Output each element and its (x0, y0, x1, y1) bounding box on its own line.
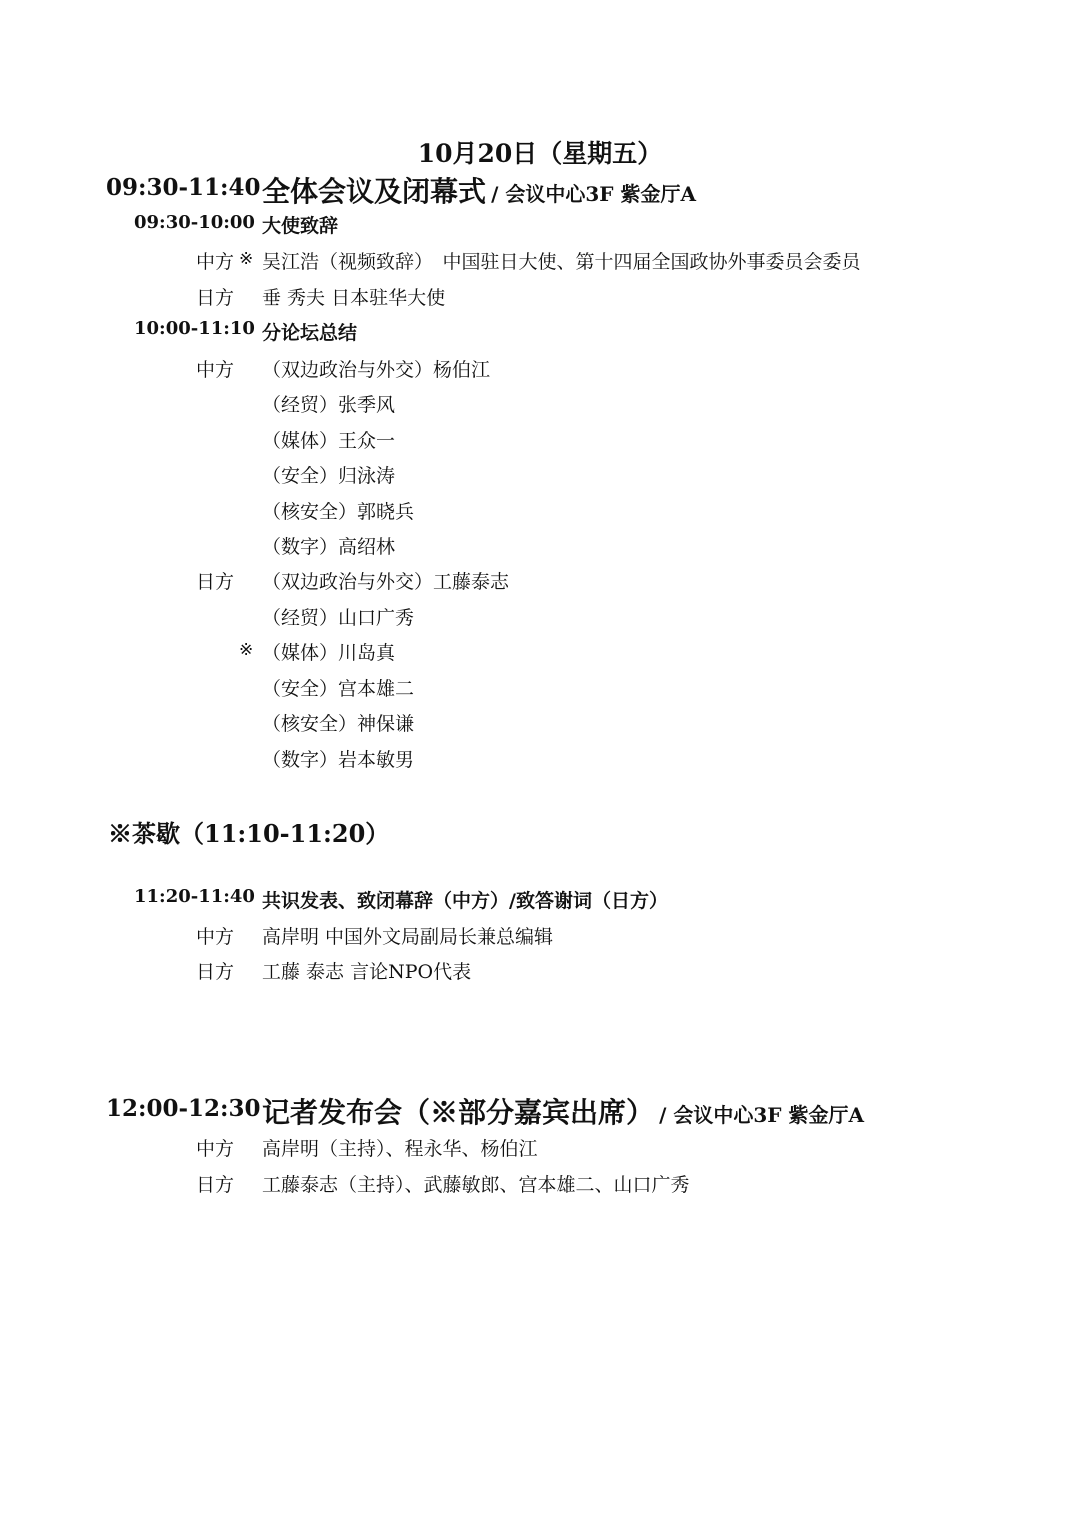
section1-title: 全体会议及闭幕式 (262, 175, 487, 208)
section1-heading (262, 170, 696, 210)
section2-venue: / 会议中心3F 紫金厅A (659, 1103, 864, 1127)
press-jp-label: 日方 (196, 1174, 235, 1196)
section2-heading (262, 1091, 864, 1131)
summary-cn-label: 中方 (196, 359, 235, 381)
ambassador-cn-label: 中方 (196, 251, 235, 273)
section1-venue: / 会议中心3F 紫金厅A (491, 182, 696, 206)
consensus-cn-text: 高岸明 中国外文局副局长兼总编辑 (262, 926, 554, 948)
list-item: （双边政治与外交）工藤泰志 (262, 571, 510, 593)
summary-title: 分论坛总结 (262, 322, 358, 344)
section1-time: 09:30-11:40 (106, 174, 261, 201)
summary-jp-label: 日方 (196, 571, 235, 593)
section2-title: 记者发布会（※部分嘉宾出席） (262, 1096, 655, 1129)
ambassador-time: 09:30-10:00 (134, 212, 255, 233)
list-item: （数字）岩本敏男 (262, 749, 415, 771)
tea-break: ※茶歇（11:10-11:20） (108, 819, 390, 848)
list-item: （核安全）郭晓兵 (262, 501, 415, 523)
list-item: （双边政治与外交）杨伯江 (262, 359, 491, 381)
summary-jp-mark: ※ (239, 640, 254, 660)
ambassador-title: 大使致辞 (262, 215, 339, 237)
list-item: （核安全）神保谦 (262, 713, 415, 735)
consensus-time: 11:20-11:40 (134, 886, 255, 907)
consensus-cn-label: 中方 (196, 926, 235, 948)
ambassador-cn-text: 吴江浩（视频致辞） 中国驻日大使、第十四届全国政协外事委员会委员 (262, 251, 861, 273)
summary-time: 10:00-11:10 (134, 318, 255, 339)
consensus-jp-text: 工藤 泰志 言论NPO代表 (262, 961, 472, 983)
list-item: （安全）归泳涛 (262, 465, 396, 487)
press-cn-text: 高岸明（主持）、程永华、杨伯江 (262, 1138, 538, 1160)
section2-time: 12:00-12:30 (106, 1095, 261, 1122)
ambassador-cn-mark: ※ (239, 249, 254, 269)
press-jp-text: 工藤泰志（主持）、武藤敏郎、宫本雄二、山口广秀 (262, 1174, 690, 1196)
consensus-title: 共识发表、致闭幕辞（中方）/致答谢词（日方） (262, 890, 668, 912)
list-item: （安全）宫本雄二 (262, 678, 415, 700)
list-item: （媒体）川岛真 (262, 642, 396, 664)
ambassador-jp-text: 垂 秀夫 日本驻华大使 (262, 287, 446, 309)
list-item: （数字）高绍林 (262, 536, 396, 558)
consensus-jp-label: 日方 (196, 961, 235, 983)
list-item: （经贸）山口广秀 (262, 607, 415, 629)
date-heading: 10月20日（星期五） (417, 139, 663, 168)
list-item: （媒体）王众一 (262, 430, 396, 452)
ambassador-jp-label: 日方 (196, 287, 235, 309)
list-item: （经贸）张季风 (262, 394, 396, 416)
press-cn-label: 中方 (196, 1138, 235, 1160)
